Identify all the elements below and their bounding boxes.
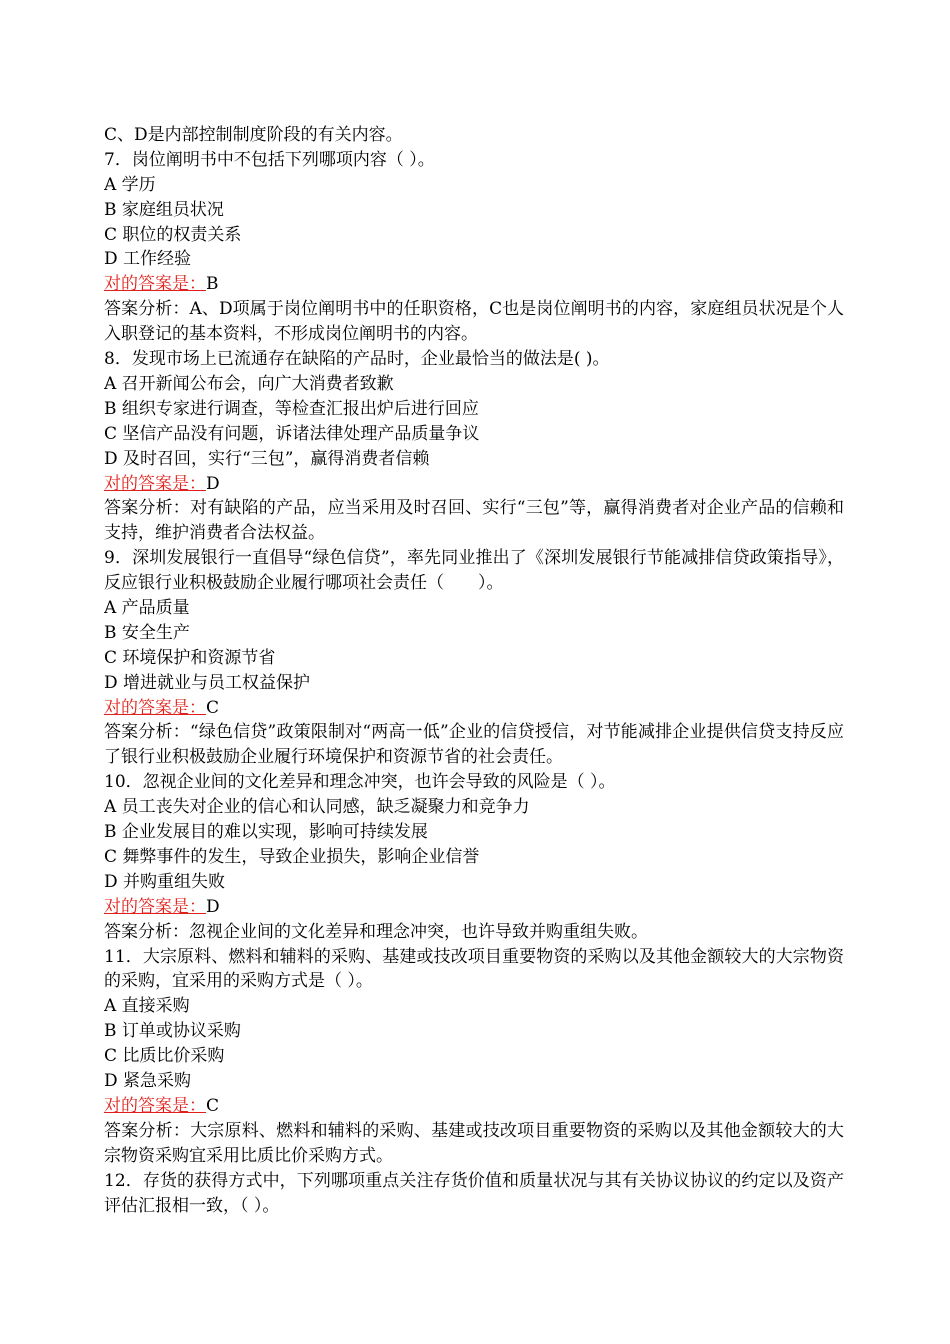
question-10-option-b: B 企业发展目的难以实现，影响可持续发展	[104, 822, 428, 843]
question-10-stem: 10．忽视企业间的文化差异和理念冲突，也许会导致的风险是（ ）。	[104, 772, 616, 793]
question-11-analysis: 答案分析：大宗原料、燃料和辅料的采购、基建或技改项目重要物资的采购以及其他金额较大的大宗物资采购宜采用比质比价采购方式。	[104, 1120, 844, 1166]
question-8-option-c: C 坚信产品没有问题，诉诸法律处理产品质量争议	[104, 423, 480, 444]
question-8-option-d: D 及时召回，实行“三包”，赢得消费者信赖	[104, 448, 430, 469]
document-page	[104, 123, 844, 1218]
question-11-option-d: D 紧急采购	[104, 1071, 192, 1092]
question-9-option-a: A 产品质量	[104, 598, 190, 619]
question-9-answer	[104, 696, 844, 721]
previous-analysis-tail: C、D是内部控制制度阶段的有关内容。	[104, 125, 403, 145]
question-8-option-a: A 召开新闻公布会，向广大消费者致歉	[104, 373, 394, 394]
question-8-option-b: B 组织专家进行调查，等检查汇报出炉后进行回应	[104, 398, 479, 419]
answer-label: 对的答案是：	[104, 896, 206, 917]
question-8-answer	[104, 472, 844, 497]
answer-label: 对的答案是：	[104, 473, 206, 494]
question-9-stem: 9．深圳发展银行一直倡导“绿色信贷”，率先同业推出了《深圳发展银行节能减排信贷政策指导》，反应银行业积极鼓励企业履行哪项社会责任（ ）。	[104, 548, 844, 594]
answer-label: 对的答案是：	[104, 1095, 206, 1116]
question-11-option-b: B 订单或协议采购	[104, 1021, 241, 1042]
question-7-option-c: C 职位的权责关系	[104, 224, 242, 245]
question-10-option-a: A 员工丧失对企业的信心和认同感，缺乏凝聚力和竞争力	[104, 797, 530, 818]
question-7-option-b: B 家庭组员状况	[104, 199, 224, 220]
question-10-analysis: 答案分析：忽视企业间的文化差异和理念冲突，也许导致并购重组失败。	[104, 921, 648, 942]
answer-label: 对的答案是：	[104, 697, 206, 718]
question-8-stem: 8．发现市场上已流通存在缺陷的产品时，企业最恰当的做法是( )。	[104, 349, 610, 370]
question-8-analysis: 答案分析：对有缺陷的产品，应当采用及时召回、实行“三包”等，赢得消费者对企业产品的信赖和支持，维护消费者合法权益。	[104, 498, 844, 544]
question-7-stem: 7．岗位阐明书中不包括下列哪项内容（ ）。	[104, 149, 435, 170]
question-11-option-c: C 比质比价采购	[104, 1046, 225, 1067]
question-7-option-a: A 学历	[104, 174, 156, 195]
answer-value: B	[206, 274, 219, 295]
question-11-option-a: A 直接采购	[104, 996, 190, 1017]
question-7-option-d: D 工作经验	[104, 249, 192, 270]
question-11-stem: 11．大宗原料、燃料和辅料的采购、基建或技改项目重要物资的采购以及其他金额较大的大宗物资的采购，宜采用的采购方式是（ ）。	[104, 946, 844, 992]
question-11-answer	[104, 1094, 844, 1119]
question-10-option-c: C 舞弊事件的发生，导致企业损失，影响企业信誉	[104, 846, 480, 867]
answer-label: 对的答案是：	[104, 274, 206, 295]
question-10-answer	[104, 895, 844, 920]
answer-value: D	[206, 473, 220, 494]
question-9-option-c: C 环境保护和资源节省	[104, 647, 276, 668]
answer-value: C	[206, 1095, 220, 1116]
answer-value: D	[206, 896, 220, 917]
question-12-stem: 12．存货的获得方式中，下列哪项重点关注存货价值和质量状况与其有关协议协议的约定以及资产评估汇报相一致，（ ）。	[104, 1170, 844, 1216]
question-9-analysis: 答案分析：“绿色信贷”政策限制对“两高一低”企业的信贷授信，对节能减排企业提供信贷支持反应了银行业积极鼓励企业履行环境保护和资源节省的社会责任。	[104, 722, 844, 768]
question-7-analysis: 答案分析：A、D项属于岗位阐明书中的任职资格，C也是岗位阐明书的内容，家庭组员状况是个人入职登记的基本资料，不形成岗位阐明书的内容。	[104, 299, 844, 345]
question-9-option-b: B 安全生产	[104, 622, 190, 643]
question-7-answer	[104, 272, 844, 297]
question-9-option-d: D 增进就业与员工权益保护	[104, 672, 311, 693]
question-10-option-d: D 并购重组失败	[104, 871, 226, 892]
answer-value: C	[206, 697, 220, 718]
